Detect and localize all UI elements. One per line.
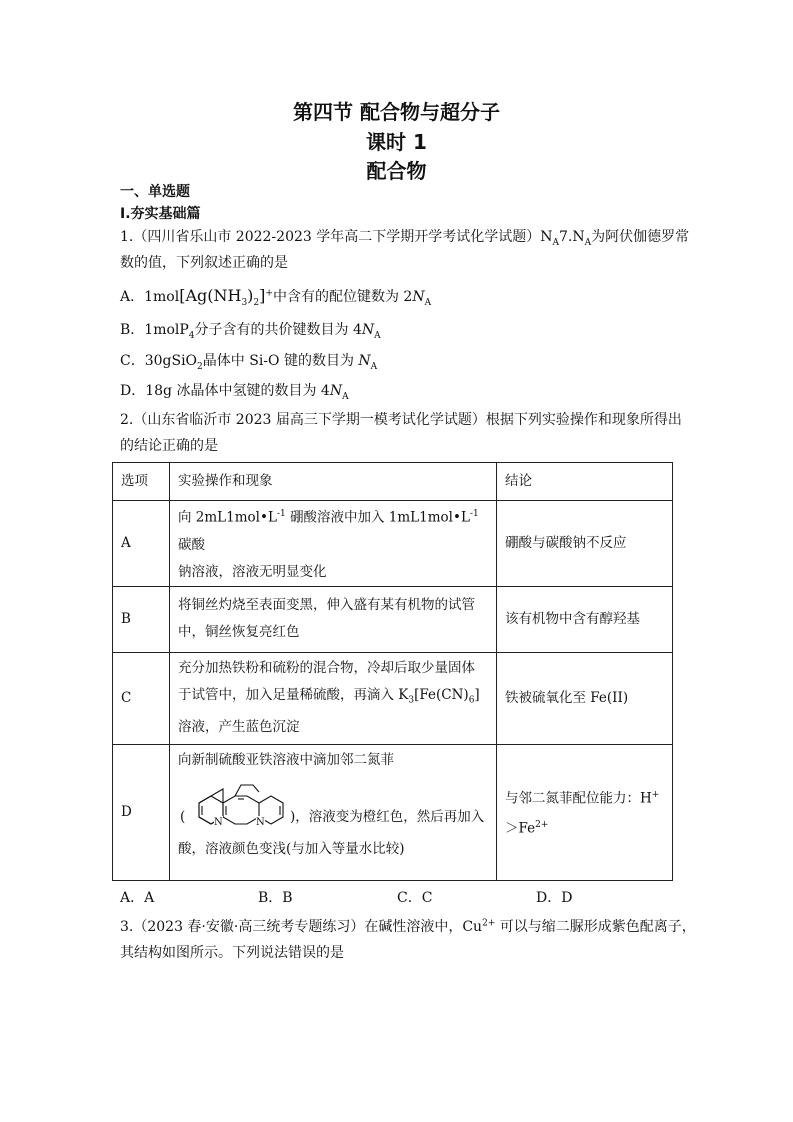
row-a-operation: 向 $2mL1mol•L^{-1}$ 硼酸溶液中加入 $1mL1mol•L^{-1}$ 碳酸 钠溶液，溶液无明显变化 xyxy=(170,501,497,587)
table-row xyxy=(113,586,673,652)
row-a-conclusion: 硼酸与碳酸钠不反应 xyxy=(497,501,673,587)
nitrogen-label-right: N xyxy=(256,816,265,828)
section-title: 第四节 配合物与超分子 xyxy=(293,100,500,124)
q2-choice-d: D．D xyxy=(536,890,573,906)
q3-stem-line2: 其结构如图所示。下列说法错误的是 xyxy=(120,945,344,961)
phenanthroline-structure xyxy=(186,776,296,836)
header-operation: 实验操作和现象 xyxy=(170,463,497,501)
q2-stem-line2: 的结论正确的是 xyxy=(120,438,218,454)
q3-stem: 3.（2023 春·安徽·高三统考专题练习）在碱性溶液中，$Cu^{2+}$ 可以与缩二脲形成紫色配离子， xyxy=(120,918,696,935)
row-b-conclusion: 该有机物中含有醇羟基 xyxy=(497,586,673,652)
table-header-row xyxy=(113,463,673,501)
q2-choice-a: A．A xyxy=(120,890,155,906)
q1-option-a: A．$1mol[Ag(NH_3)_2]^+$中含有的配位键数为 $2N_A$ xyxy=(120,286,432,308)
q2-choice-c: C．C xyxy=(397,890,433,906)
q1-option-d: D．18g 冰晶体中氢键的数目为 $4N_A$ xyxy=(120,383,349,402)
row-d-option: D xyxy=(113,744,170,880)
table-row xyxy=(113,744,673,880)
q1-option-c: C．30gSiO$_2$晶体中 Si-O 键的数目为 $N_A$ xyxy=(120,353,378,372)
q1-stem-line2: 数的值，下列叙述正确的是 xyxy=(120,255,288,271)
row-b-operation: 将铜丝灼烧至表面变黑，伸入盛有某有机物的试管 中，铜丝恢复亮红色 xyxy=(170,586,497,652)
section-heading: 一、单选题 xyxy=(120,184,190,200)
row-c-option: C xyxy=(113,652,170,744)
row-d-operation: 向新制硫酸亚铁溶液中滴加邻二氮菲 ( N N )，溶液变为橙红色，然后再加入 酸，溶液颜色变浅(与加入等量水比较) xyxy=(170,744,497,880)
nitrogen-label-left: N xyxy=(214,816,223,828)
row-c-conclusion: 铁被硫氧化至 Fe(II) xyxy=(497,652,673,744)
q2-choice-b: B．B xyxy=(258,890,293,906)
topic-title: 配合物 xyxy=(366,159,427,183)
header-option: 选项 xyxy=(113,463,170,501)
phenanthroline-line: ( N N )，溶液变为橙红色，然后再加入 xyxy=(178,774,488,836)
header-conclusion: 结论 xyxy=(497,463,673,501)
table-row xyxy=(113,652,673,744)
row-d-conclusion: 与邻二氮菲配位能力：H+ $>Fe^{2+}$ xyxy=(497,744,673,880)
q2-stem: 2.（山东省临沂市 2023 届高三下学期一模考试化学试题）根据下列实验操作和现象所得出 xyxy=(120,412,682,428)
row-b-option: B xyxy=(113,586,170,652)
row-a-option: A xyxy=(113,501,170,587)
subsection-heading: Ⅰ.夯实基础篇 xyxy=(120,206,201,222)
lesson-title: 课时 1 xyxy=(366,130,427,154)
q1-stem: 1.（四川省乐山市 2022-2023 学年高二下学期开学考试化学试题）$N_A7.N_A$为阿伏伽德罗常 xyxy=(120,229,690,248)
q1-option-b: B．1molP$_4$分子含有的共价键数目为 $4N_A$ xyxy=(120,322,381,341)
table-row xyxy=(113,501,673,587)
experiment-table xyxy=(112,462,673,881)
row-c-operation: 充分加热铁粉和硫粉的混合物，冷却后取少量固体 于试管中，加入足量稀硫酸，再滴入 $K_3[Fe(CN)_6]$ 溶液，产生蓝色沉淀 xyxy=(170,652,497,744)
